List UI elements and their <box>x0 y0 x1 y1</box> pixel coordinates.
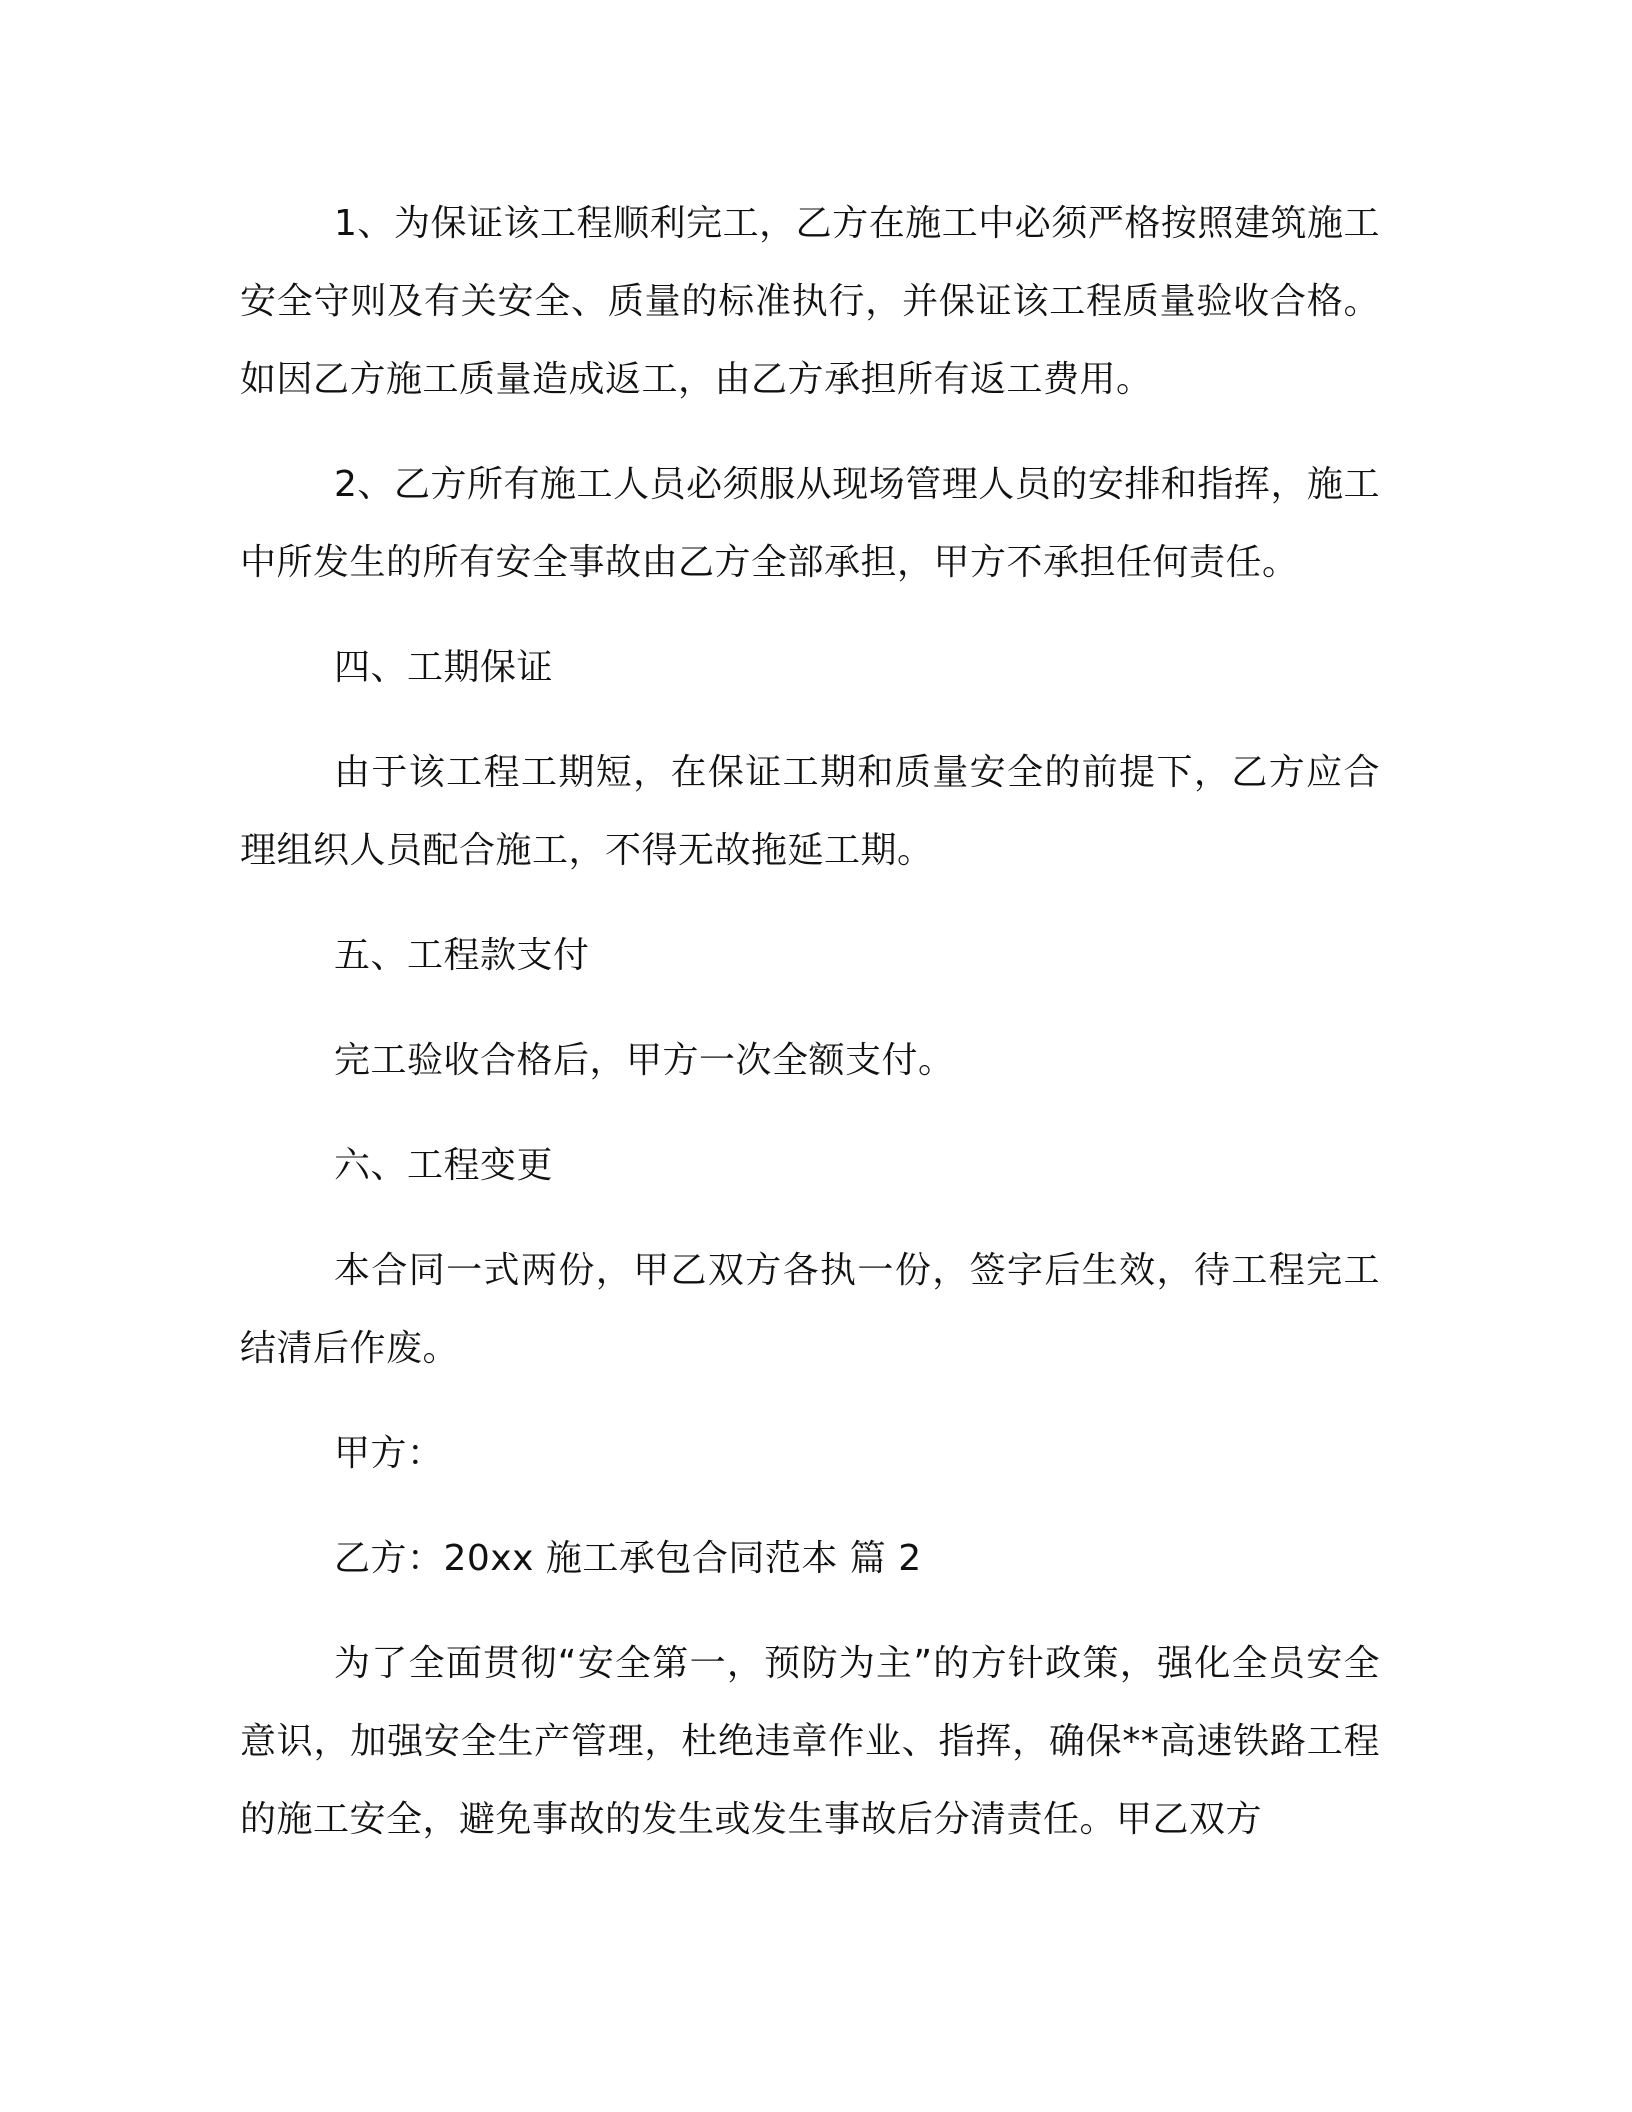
paragraph-gap <box>240 419 1380 446</box>
paragraph-gap <box>240 1598 1380 1625</box>
safety-intro-paragraph: 为了全面贯彻“安全第一，预防为主”的方针政策，强化全员安全意识，加强安全生产管理，杜绝违章作业、指挥，确保**高速铁路工程的施工安全，避免事故的发生或发生事故后分清责任。甲乙双方 <box>240 1643 1380 1840</box>
document-body <box>240 185 1380 1859</box>
paragraph-gap <box>240 602 1380 629</box>
paragraph-gap <box>240 1100 1380 1127</box>
payment-paragraph: 完工验收合格后，甲方一次全额支付。 <box>334 1040 955 1081</box>
section-heading-payment: 五、工程款支付 <box>334 935 590 976</box>
changes-paragraph: 本合同一式两份，甲乙双方各执一份，签字后生效，待工程完工结清后作废。 <box>240 1250 1380 1369</box>
section-heading-changes: 六、工程变更 <box>334 1145 554 1186</box>
paragraph-gap <box>240 1493 1380 1520</box>
section-heading-schedule: 四、工期保证 <box>334 647 554 688</box>
paragraph-gap <box>240 1388 1380 1415</box>
party-a-line: 甲方： <box>334 1433 444 1474</box>
party-b-line: 乙方：20xx 施工承包合同范本 篇 2 <box>334 1538 922 1579</box>
clause-2-paragraph: 2、乙方所有施工人员必须服从现场管理人员的安排和指挥，施工中所发生的所有安全事故由乙方全部承担，甲方不承担任何责任。 <box>240 464 1380 583</box>
paragraph-gap <box>240 995 1380 1022</box>
clause-1-paragraph: 1、为保证该工程顺利完工，乙方在施工中必须严格按照建筑施工安全守则及有关安全、质量的标准执行，并保证该工程质量验收合格。如因乙方施工质量造成返工，由乙方承担所有返工费用。 <box>240 203 1380 400</box>
paragraph-gap <box>240 890 1380 917</box>
paragraph-gap <box>240 1205 1380 1232</box>
schedule-paragraph: 由于该工程工期短，在保证工期和质量安全的前提下，乙方应合理组织人员配合施工，不得无故拖延工期。 <box>240 752 1380 871</box>
paragraph-gap <box>240 707 1380 734</box>
